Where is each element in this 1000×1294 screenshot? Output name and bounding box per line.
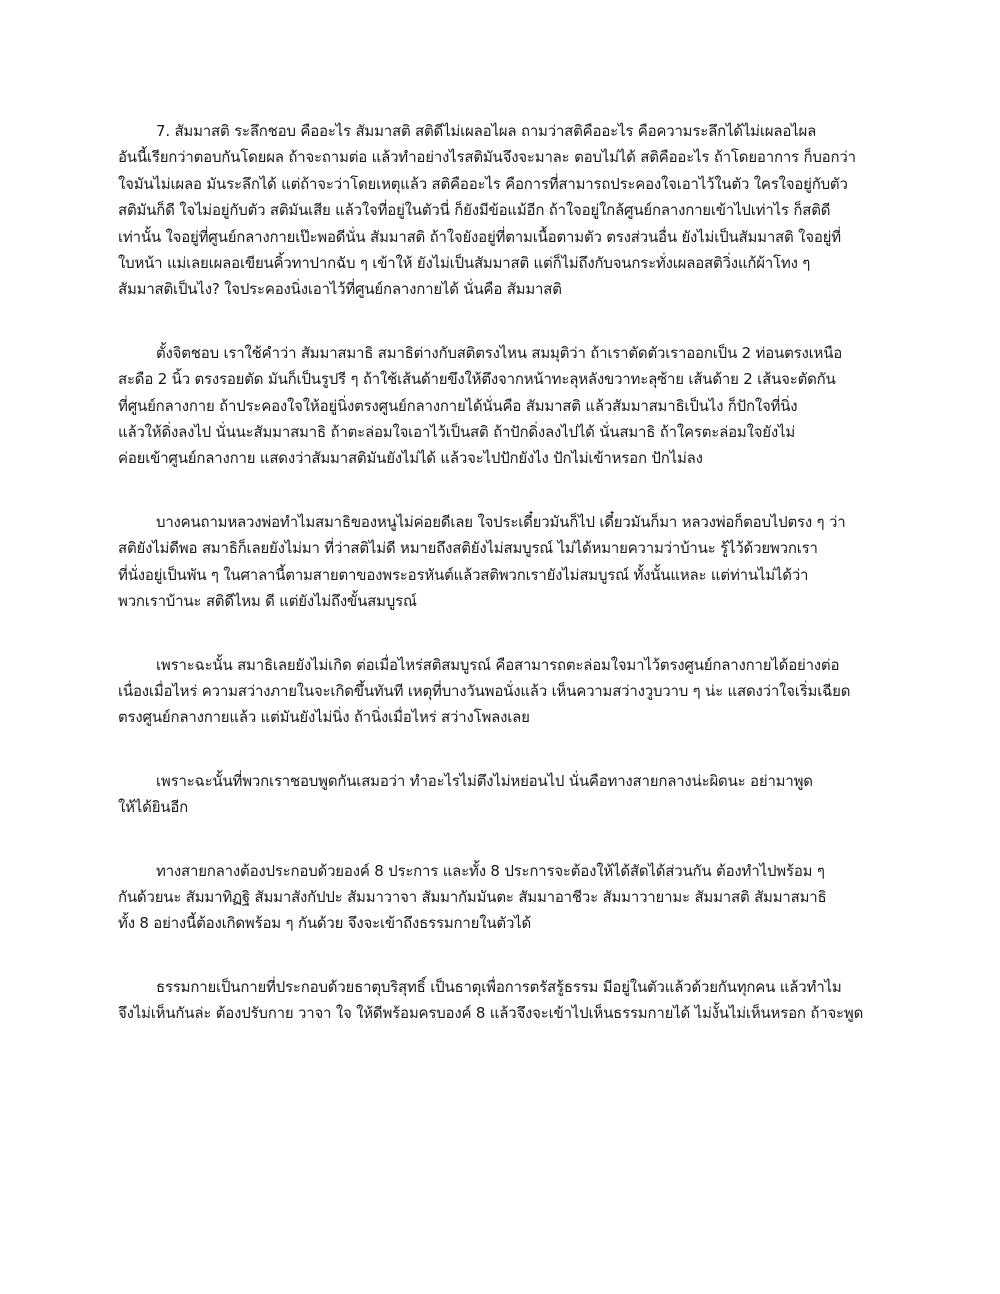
text-line: ทั้ง 8 อย่างนี้ต้องเกิดพร้อม ๆ กันด้วย จึงจะเข้าถึงธรรมกายในตัวได้ <box>118 914 532 933</box>
text-line: จึงไม่เห็นกันล่ะ ต้องปรับกาย วาจา ใจ ให้ดีพร้อมครบองค์ 8 แล้วจึงจะเข้าไปเห็นธรรมกายได้ ไม่งั้นไม่เห็นหรอก ถ้าจะพูด <box>118 1004 864 1023</box>
text-line: สะดือ 2 นิ้ว ตรงรอยตัด มันก็เป็นรูปรี ๆ ถ้าใช้เส้นด้ายขึงให้ตึงจากหน้าทะลุหลังขวาทะลุซ้าย เส้นด้าย 2 เส้นจะตัดกัน <box>118 370 836 389</box>
text-line: ใจมันไม่เผลอ มันระลึกได้ แต่ถ้าจะว่าโดยเหตุแล้ว สติคืออะไร คือการที่สามารถประคองใจเอาไว้ในตัว ใครใจอยู่กับตัว <box>118 174 848 193</box>
paragraph-eightfold-path <box>118 858 890 937</box>
text-line: สติยังไม่ดีพอ สมาธิก็เลยยังไม่มา ที่ว่าสติไม่ดี หมายถึงสติยังไม่สมบูรณ์ ไม่ได้หมายความว่าบ้านะ รู้ไว้ด้วยพวกเรา <box>118 539 818 558</box>
text-line: ให้ได้ยินอีก <box>118 798 189 817</box>
text-line: บางคนถามหลวงพ่อทำไมสมาธิของหนูไม่ค่อยดีเลย ใจประเดี๋ยวมันก็ไป เดี๋ยวมันก็มา หลวงพ่อก็ตอบไปตรง ๆ ว่า <box>156 512 846 531</box>
text-line: ตั้งจิตชอบ เราใช้คำว่า สัมมาสมาธิ สมาธิต่างกับสติตรงไหน สมมุติว่า ถ้าเราตัดตัวเราออกเป็น 2 ท่อนตรงเหนือ <box>156 343 843 362</box>
paragraph-middle-way-saying <box>118 768 890 821</box>
paragraph-therefore <box>118 652 890 731</box>
text-line: เท่านั้น ใจอยู่ที่ศูนย์กลางกายเป๊ะพอดีนั่น สัมมาสติ ถ้าใจยังอยู่ที่ตามเนื้อตามตัว ตรงส่วนอื่น ยังไม่เป็นสัมมาสติ ใจอยู่ที่ <box>118 227 841 246</box>
text-line: ที่ศูนย์กลางกาย ถ้าประคองใจให้อยู่นิ่งตรงศูนย์กลางกายได้นั่นคือ สัมมาสติ แล้วสัมมาสมาธิเป็นไง ก็ปักใจที่นิ่ง <box>118 396 798 415</box>
text-line: เพราะฉะนั้นที่พวกเราชอบพูดกันเสมอว่า ทำอะไรไม่ตึงไม่หย่อนไป นั่นคือทางสายกลางน่ะผิดนะ อย่ามาพูด <box>156 771 813 790</box>
text-line: แล้วให้ดิ่งลงไป นั่นนะสัมมาสมาธิ ถ้าตะล่อมใจเอาไว้เป็นสติ ถ้าปักดิ่งลงไปได้ นั่นสมาธิ ถ้าใครตะล่อมใจยังไม่ <box>118 423 796 442</box>
text-line: เพราะฉะนั้น สมาธิเลยยังไม่เกิด ต่อเมื่อไหร่สติสมบูรณ์ คือสามารถตะล่อมใจมาไว้ตรงศูนย์กลางกายได้อย่างต่อ <box>156 655 840 674</box>
text-line: เนื่องเมื่อไหร่ ความสว่างภายในจะเกิดขึ้นทันที เหตุที่บางวันพอนั่งแล้ว เห็นความสว่างวูบวาบ ๆ น่ะ แสดงว่าใจเริ่มเฉียด <box>118 681 851 700</box>
text-line: ที่นั่งอยู่เป็นพัน ๆ ในศาลานี้ตามสายตาของพระอรหันต์แล้วสติพวกเรายังไม่สมบูรณ์ ทั้งนั้นแหละ แต่ท่านไม่ได้ว่า <box>118 565 809 584</box>
text-line: พวกเราบ้านะ สติดีไหม ดี แต่ยังไม่ถึงขั้นสมบูรณ์ <box>118 592 417 611</box>
text-line: กันด้วยนะ สัมมาทิฏฐิ สัมมาสังกัปปะ สัมมาวาจา สัมมากัมมันตะ สัมมาอาชีวะ สัมมาวายามะ สัมมาสติ สัมมาสมาธิ <box>118 887 827 906</box>
text-line: ตรงศูนย์กลางกายแล้ว แต่มันยังไม่นิ่ง ถ้านิ่งเมื่อไหร่ สว่างโพลงเลย <box>118 708 530 727</box>
paragraph-dhammakaya <box>118 974 890 1027</box>
text-line: สติมันก็ดี ใจไม่อยู่กับตัว สติมันเสีย แล้วใจที่อยู่ในตัวนี่ ก็ยังมีข้อแม้อีก ถ้าใจอยู่ใกล้ศูนย์กลางกายเข้าไปเท่าไร ก็สติดี <box>118 201 831 220</box>
text-line: ใบหน้า แม่เลยเผลอเขียนคิ้วทาปากฉับ ๆ เข้าให้ ยังไม่เป็นสัมมาสติ แต่ก็ไม่ถึงกับจนกระทั่งเผลอสติวิ่งแก้ผ้าโทง ๆ <box>118 254 811 273</box>
text-line: ค่อยเข้าศูนย์กลางกาย แสดงว่าสัมมาสติมันยังไม่ได้ แล้วจะไปปักยังไง ปักไม่เข้าหรอก ปักไม่ลง <box>118 449 703 468</box>
text-line: ทางสายกลางต้องประกอบด้วยองค์ 8 ประการ และทั้ง 8 ประการจะต้องให้ได้สัดได้ส่วนกัน ต้องทำไปพร้อม ๆ <box>156 861 825 880</box>
text-line: ธรรมกายเป็นกายที่ประกอบด้วยธาตุบริสุทธิ์ เป็นธาตุเพื่อการตรัสรู้ธรรม มีอยู่ในตัวแล้วด้วยกันทุกคน แล้วทำไม <box>156 977 842 996</box>
paragraph-samma-sati <box>118 118 890 303</box>
paragraph-samma-samadhi <box>118 340 890 472</box>
text-line: อันนี้เรียกว่าตอบกันโดยผล ถ้าจะถามต่อ แล้วทำอย่างไรสติมันจึงจะมาละ ตอบไม่ได้ สติคืออะไร ถ้าโดยอาการ ก็บอกว่า <box>118 148 856 167</box>
text-line: 7. สัมมาสติ ระลึกชอบ คืออะไร สัมมาสติ สติดีไม่เผลอไผล ถามว่าสติคืออะไร คือความระลึกได้ไม่เผลอไผล <box>156 122 817 140</box>
text-line: สัมมาสติเป็นไง? ใจประคองนิ่งเอาไว้ที่ศูนย์กลางกายได้ นั่นคือ สัมมาสติ <box>118 280 562 299</box>
paragraph-question <box>118 509 890 615</box>
